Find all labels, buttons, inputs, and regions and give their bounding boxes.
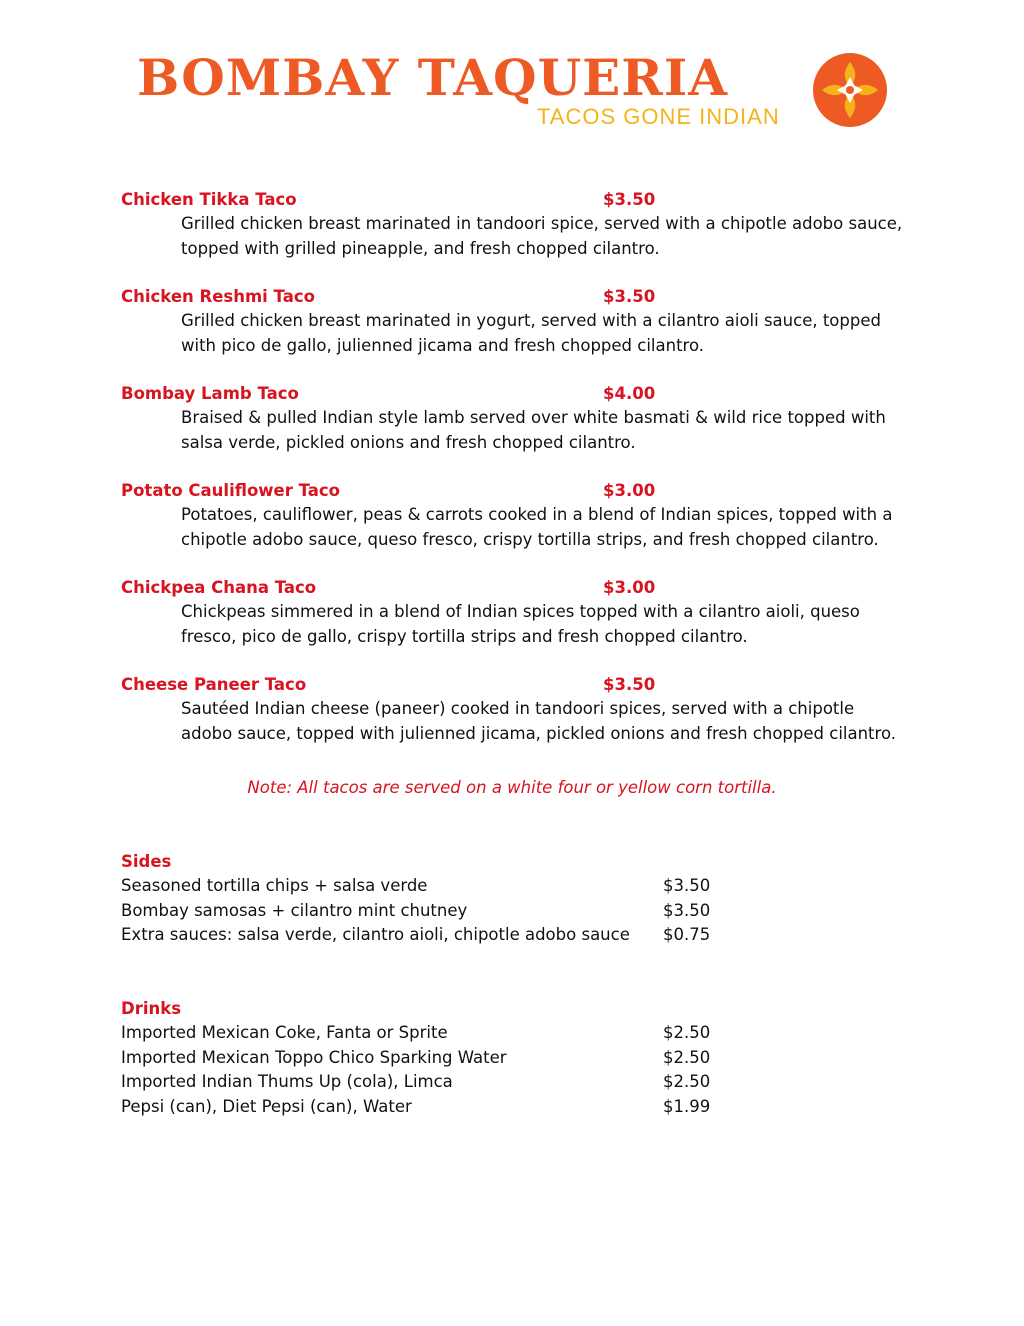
item-name: Imported Mexican Coke, Fanta or Sprite — [121, 1023, 448, 1042]
item-price: $3.50 — [603, 190, 656, 209]
menu-item — [121, 673, 911, 746]
list-item — [121, 874, 741, 899]
item-description: Braised & pulled Indian style lamb served over white basmati & wild rice topped with salsa verde, pickled onions and fresh chopped cilantro. — [181, 408, 886, 452]
item-name: Imported Mexican Toppo Chico Sparking Water — [121, 1047, 507, 1067]
item-name: Chicken Tikka Taco — [121, 190, 297, 209]
tortilla-note: Note: All tacos are served on a white four or yellow corn tortilla. — [247, 778, 777, 797]
drinks-section — [121, 997, 741, 1120]
item-description: Chickpeas simmered in a blend of Indian spices topped with a cilantro aioli, queso fresco, pico de gallo, crispy tortilla strips and fresh chopped cilantro. — [181, 602, 860, 646]
item-name: Chickpea Chana Taco — [121, 578, 317, 597]
item-description: Grilled chicken breast marinated in yogurt, served with a cilantro aioli sauce, topped with pico de gallo, julienned jicama and fresh chopped cilantro. — [181, 311, 881, 355]
list-item — [121, 1070, 741, 1095]
item-name: Seasoned tortilla chips + salsa verde — [121, 876, 428, 895]
item-price: $2.50 — [663, 1047, 711, 1067]
item-price: $3.50 — [663, 900, 711, 920]
menu-item — [121, 479, 911, 552]
section-title: Sides — [121, 852, 172, 871]
item-price: $3.50 — [603, 675, 656, 694]
menu-item — [121, 285, 911, 358]
menu-item — [121, 382, 911, 455]
menu-item — [121, 576, 911, 649]
item-price: $1.99 — [663, 1097, 711, 1117]
flower-logo-icon — [813, 53, 887, 127]
item-price: $0.75 — [663, 925, 711, 945]
list-item — [121, 1021, 741, 1046]
item-name: Imported Indian Thums Up (cola), Limca — [121, 1072, 453, 1092]
menu-item — [121, 188, 911, 261]
list-item — [121, 1095, 741, 1120]
taco-menu — [121, 188, 911, 770]
item-price: $2.50 — [663, 1072, 711, 1092]
item-price: $3.50 — [663, 876, 711, 895]
item-name: Extra sauces: salsa verde, cilantro aioli, chipotle adobo sauce — [121, 925, 630, 945]
item-price: $3.00 — [603, 578, 656, 597]
list-item — [121, 899, 741, 924]
item-name: Bombay Lamb Taco — [121, 384, 299, 403]
item-name: Chicken Reshmi Taco — [121, 287, 315, 306]
brand-name: BOMBAY TAQUERIA — [137, 48, 729, 107]
item-price: $3.50 — [603, 287, 656, 306]
item-name: Cheese Paneer Taco — [121, 675, 307, 694]
item-name: Bombay samosas + cilantro mint chutney — [121, 900, 468, 920]
item-price: $2.50 — [663, 1023, 711, 1042]
item-description: Sautéed Indian cheese (paneer) cooked in tandoori spices, served with a chipotle adobo sauce, topped with julienned jicama, pickled onions and fresh chopped cilantro. — [181, 699, 897, 743]
brand-header — [137, 44, 897, 144]
item-description: Potatoes, cauliflower, peas & carrots cooked in a blend of Indian spices, topped with a chipotle adobo sauce, queso fresco, crispy tortilla strips, and fresh chopped cilantro. — [181, 505, 893, 549]
item-name: Pepsi (can), Diet Pepsi (can), Water — [121, 1097, 412, 1117]
list-item — [121, 1046, 741, 1071]
list-item — [121, 923, 741, 948]
item-name: Potato Cauliflower Taco — [121, 481, 340, 500]
section-title: Drinks — [121, 999, 182, 1018]
item-price: $3.00 — [603, 481, 656, 500]
brand-tagline: TACOS GONE INDIAN — [537, 104, 780, 129]
item-description: Grilled chicken breast marinated in tandoori spice, served with a chipotle adobo sauce, topped with grilled pineapple, and fresh chopped cilantro. — [181, 214, 903, 258]
item-price: $4.00 — [603, 384, 656, 403]
sides-section — [121, 850, 741, 948]
